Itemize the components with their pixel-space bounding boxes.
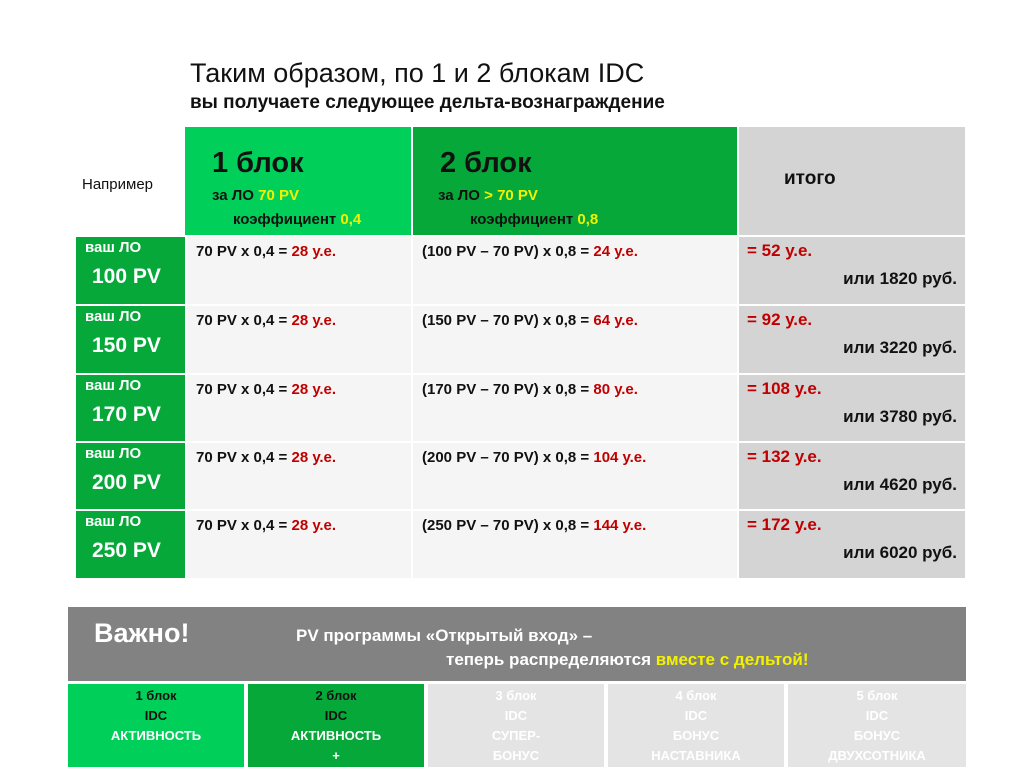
idc-block-2 (248, 684, 424, 767)
row-2-total-rub-prefix: или (843, 338, 880, 357)
row-1-total-rub (843, 269, 957, 289)
idc-block-3-title: 3 блок (495, 688, 537, 703)
idc-block-5 (788, 684, 966, 767)
row-2-total-ue: = 92 у.е. (747, 310, 813, 329)
row-1-formula2-text (422, 243, 638, 260)
header-block1-lo-value: 70 PV (258, 187, 300, 204)
row-4-lo (76, 443, 185, 509)
row-1-lo (76, 237, 185, 304)
row-3-total-rub-value: 3780 руб. (879, 407, 957, 426)
idc-block-5-caption2: ДВУХСОТНИКА (828, 748, 926, 763)
row-3-lo-label: ваш ЛО (85, 377, 142, 394)
row-3-formula1 (187, 375, 411, 441)
row-5-formula2-expr: (250 PV – 70 PV) x 0,8 = (422, 517, 594, 534)
row-3-formula2-text (422, 381, 638, 398)
idc-block-4 (608, 684, 784, 767)
row-2-total-rub-value: 3220 руб. (879, 338, 957, 357)
row-4-total-rub-value: 4620 руб. (879, 475, 957, 494)
row-1-formula1 (187, 237, 411, 304)
row-5-total-rub-value: 6020 руб. (879, 543, 957, 562)
row-3-formula2-expr: (170 PV – 70 PV) x 0,8 = (422, 381, 594, 398)
row-5-formula2-result: 144 у.е. (593, 517, 647, 534)
row-1-total-rub-value: 1820 руб. (879, 269, 957, 288)
header-block1-coef (233, 211, 361, 228)
row-4-total-rub (843, 475, 957, 495)
row-4-total-rub-prefix: или (843, 475, 880, 494)
important-line2-prefix: теперь распределяются (446, 650, 656, 669)
row-3-formula1-text (196, 381, 336, 398)
row-5-formula1-expr: 70 PV x 0,4 = (196, 517, 292, 534)
row-5-formula2 (413, 511, 737, 578)
row-2-formula1-text (196, 312, 336, 329)
row-3-lo-value: 170 PV (92, 403, 161, 426)
row-4-total (739, 443, 965, 509)
idc-block-2-caption-plus: + (332, 748, 340, 763)
row-4-total-ue: = 132 у.е. (747, 447, 822, 466)
header-block1-lo-prefix: за ЛО (212, 187, 259, 204)
idc-block-3-caption: СУПЕР- (491, 728, 541, 743)
important-title: Важно! (94, 618, 190, 648)
header-block2-lo-value: > 70 PV (484, 187, 538, 204)
idc-block-1-idc: IDC (144, 708, 168, 723)
row-1-total-ue: = 52 у.е. (747, 241, 813, 260)
row-2-formula1-expr: 70 PV x 0,4 = (196, 312, 292, 329)
row-2-total (739, 306, 965, 373)
row-2-formula2 (413, 306, 737, 373)
row-2-formula1-result: 28 у.е. (291, 312, 337, 329)
idc-block-3-idc: IDC (504, 708, 528, 723)
header-block1-title: 1 блок (212, 147, 304, 179)
page-title: Таким образом, по 1 и 2 блокам IDC (190, 58, 645, 88)
row-4-formula1-result: 28 у.е. (291, 449, 337, 466)
row-3-formula1-expr: 70 PV x 0,4 = (196, 381, 292, 398)
row-2-formula2-result: 64 у.е. (593, 312, 638, 329)
header-total-label: итого (784, 168, 836, 189)
row-1-formula1-expr: 70 PV x 0,4 = (196, 243, 292, 260)
row-5-total-ue: = 172 у.е. (747, 515, 822, 534)
row-1-formula2-expr: (100 PV – 70 PV) x 0,8 = (422, 243, 594, 260)
row-4-formula2-text (422, 449, 646, 466)
idc-block-4-idc: IDC (684, 708, 708, 723)
header-total (739, 127, 965, 235)
row-3-total-rub-prefix: или (843, 407, 880, 426)
row-1-lo-value: 100 PV (92, 265, 161, 288)
idc-block-1-title: 1 блок (135, 688, 177, 703)
row-5-lo-label: ваш ЛО (85, 513, 142, 530)
idc-block-2-caption: АКТИВНОСТЬ (290, 728, 382, 743)
row-1-formula2 (413, 237, 737, 304)
row-3-formula1-result: 28 у.е. (291, 381, 337, 398)
idc-block-3 (428, 684, 604, 767)
row-2-formula1 (187, 306, 411, 373)
header-block1-lo (212, 187, 299, 204)
row-4-lo-value: 200 PV (92, 471, 161, 494)
important-line1: PV программы «Открытый вход» – (296, 626, 593, 645)
row-3-total-ue: = 108 у.е. (747, 379, 822, 398)
idc-block-2-title: 2 блок (315, 688, 357, 703)
row-3-formula2 (413, 375, 737, 441)
header-block2-lo (438, 187, 538, 204)
idc-block-5-title: 5 блок (856, 688, 898, 703)
row-3-formula2-result: 80 у.е. (593, 381, 638, 398)
idc-block-5-idc: IDC (865, 708, 889, 723)
row-5-total-rub (843, 543, 957, 563)
row-4-formula1 (187, 443, 411, 509)
row-4-formula2-expr: (200 PV – 70 PV) x 0,8 = (422, 449, 594, 466)
header-block2-coef-prefix: коэффициент (470, 211, 578, 228)
row-5-formula1-result: 28 у.е. (291, 517, 337, 534)
row-2-formula2-text (422, 312, 638, 329)
header-block2-coef-value: 0,8 (577, 211, 599, 228)
row-3-total-rub (843, 407, 957, 427)
row-1-formula1-text (196, 243, 336, 260)
row-5-lo-value: 250 PV (92, 539, 161, 562)
row-4-lo-label: ваш ЛО (85, 445, 142, 462)
header-block1 (185, 127, 411, 235)
row-1-total-rub-prefix: или (843, 269, 880, 288)
header-block2-lo-prefix: за ЛО (438, 187, 485, 204)
row-2-lo-value: 150 PV (92, 334, 161, 357)
idc-block-4-title: 4 блок (675, 688, 717, 703)
header-block2-title: 2 блок (440, 147, 532, 179)
row-1-formula1-result: 28 у.е. (291, 243, 337, 260)
header-block1-coef-value: 0,4 (340, 211, 362, 228)
important-line2 (446, 650, 809, 670)
header-block1-coef-prefix: коэффициент (233, 211, 341, 228)
row-5-formula1 (187, 511, 411, 578)
idc-block-5-caption: БОНУС (853, 728, 901, 743)
row-3-lo (76, 375, 185, 441)
row-4-formula1-text (196, 449, 336, 466)
row-1-lo-label: ваш ЛО (85, 239, 142, 256)
row-5-lo (76, 511, 185, 578)
row-5-total (739, 511, 965, 578)
row-2-lo-label: ваш ЛО (85, 308, 142, 325)
row-2-formula2-expr: (150 PV – 70 PV) x 0,8 = (422, 312, 594, 329)
row-4-formula2-result: 104 у.е. (593, 449, 647, 466)
important-line2-highlight: вместе с дельтой! (655, 650, 809, 669)
header-block2 (413, 127, 737, 235)
idc-block-2-idc: IDC (324, 708, 348, 723)
row-5-formula1-text (196, 517, 336, 534)
idc-block-3-caption2: БОНУС (492, 748, 540, 763)
row-2-total-rub (843, 338, 957, 358)
row-4-formula2 (413, 443, 737, 509)
example-label: Например (82, 176, 154, 193)
row-5-total-rub-prefix: или (843, 543, 880, 562)
page-subtitle: вы получаете следующее дельта-вознаграждение (190, 92, 665, 113)
row-3-total (739, 375, 965, 441)
row-1-formula2-result: 24 у.е. (593, 243, 638, 260)
row-1-total (739, 237, 965, 304)
idc-block-4-caption: БОНУС (672, 728, 720, 743)
row-4-formula1-expr: 70 PV x 0,4 = (196, 449, 292, 466)
row-5-formula2-text (422, 517, 646, 534)
idc-block-4-caption2: НАСТАВНИКА (651, 748, 741, 763)
header-block2-coef (470, 211, 598, 228)
row-2-lo (76, 306, 185, 373)
idc-block-1 (68, 684, 244, 767)
idc-block-1-caption: АКТИВНОСТЬ (110, 728, 202, 743)
